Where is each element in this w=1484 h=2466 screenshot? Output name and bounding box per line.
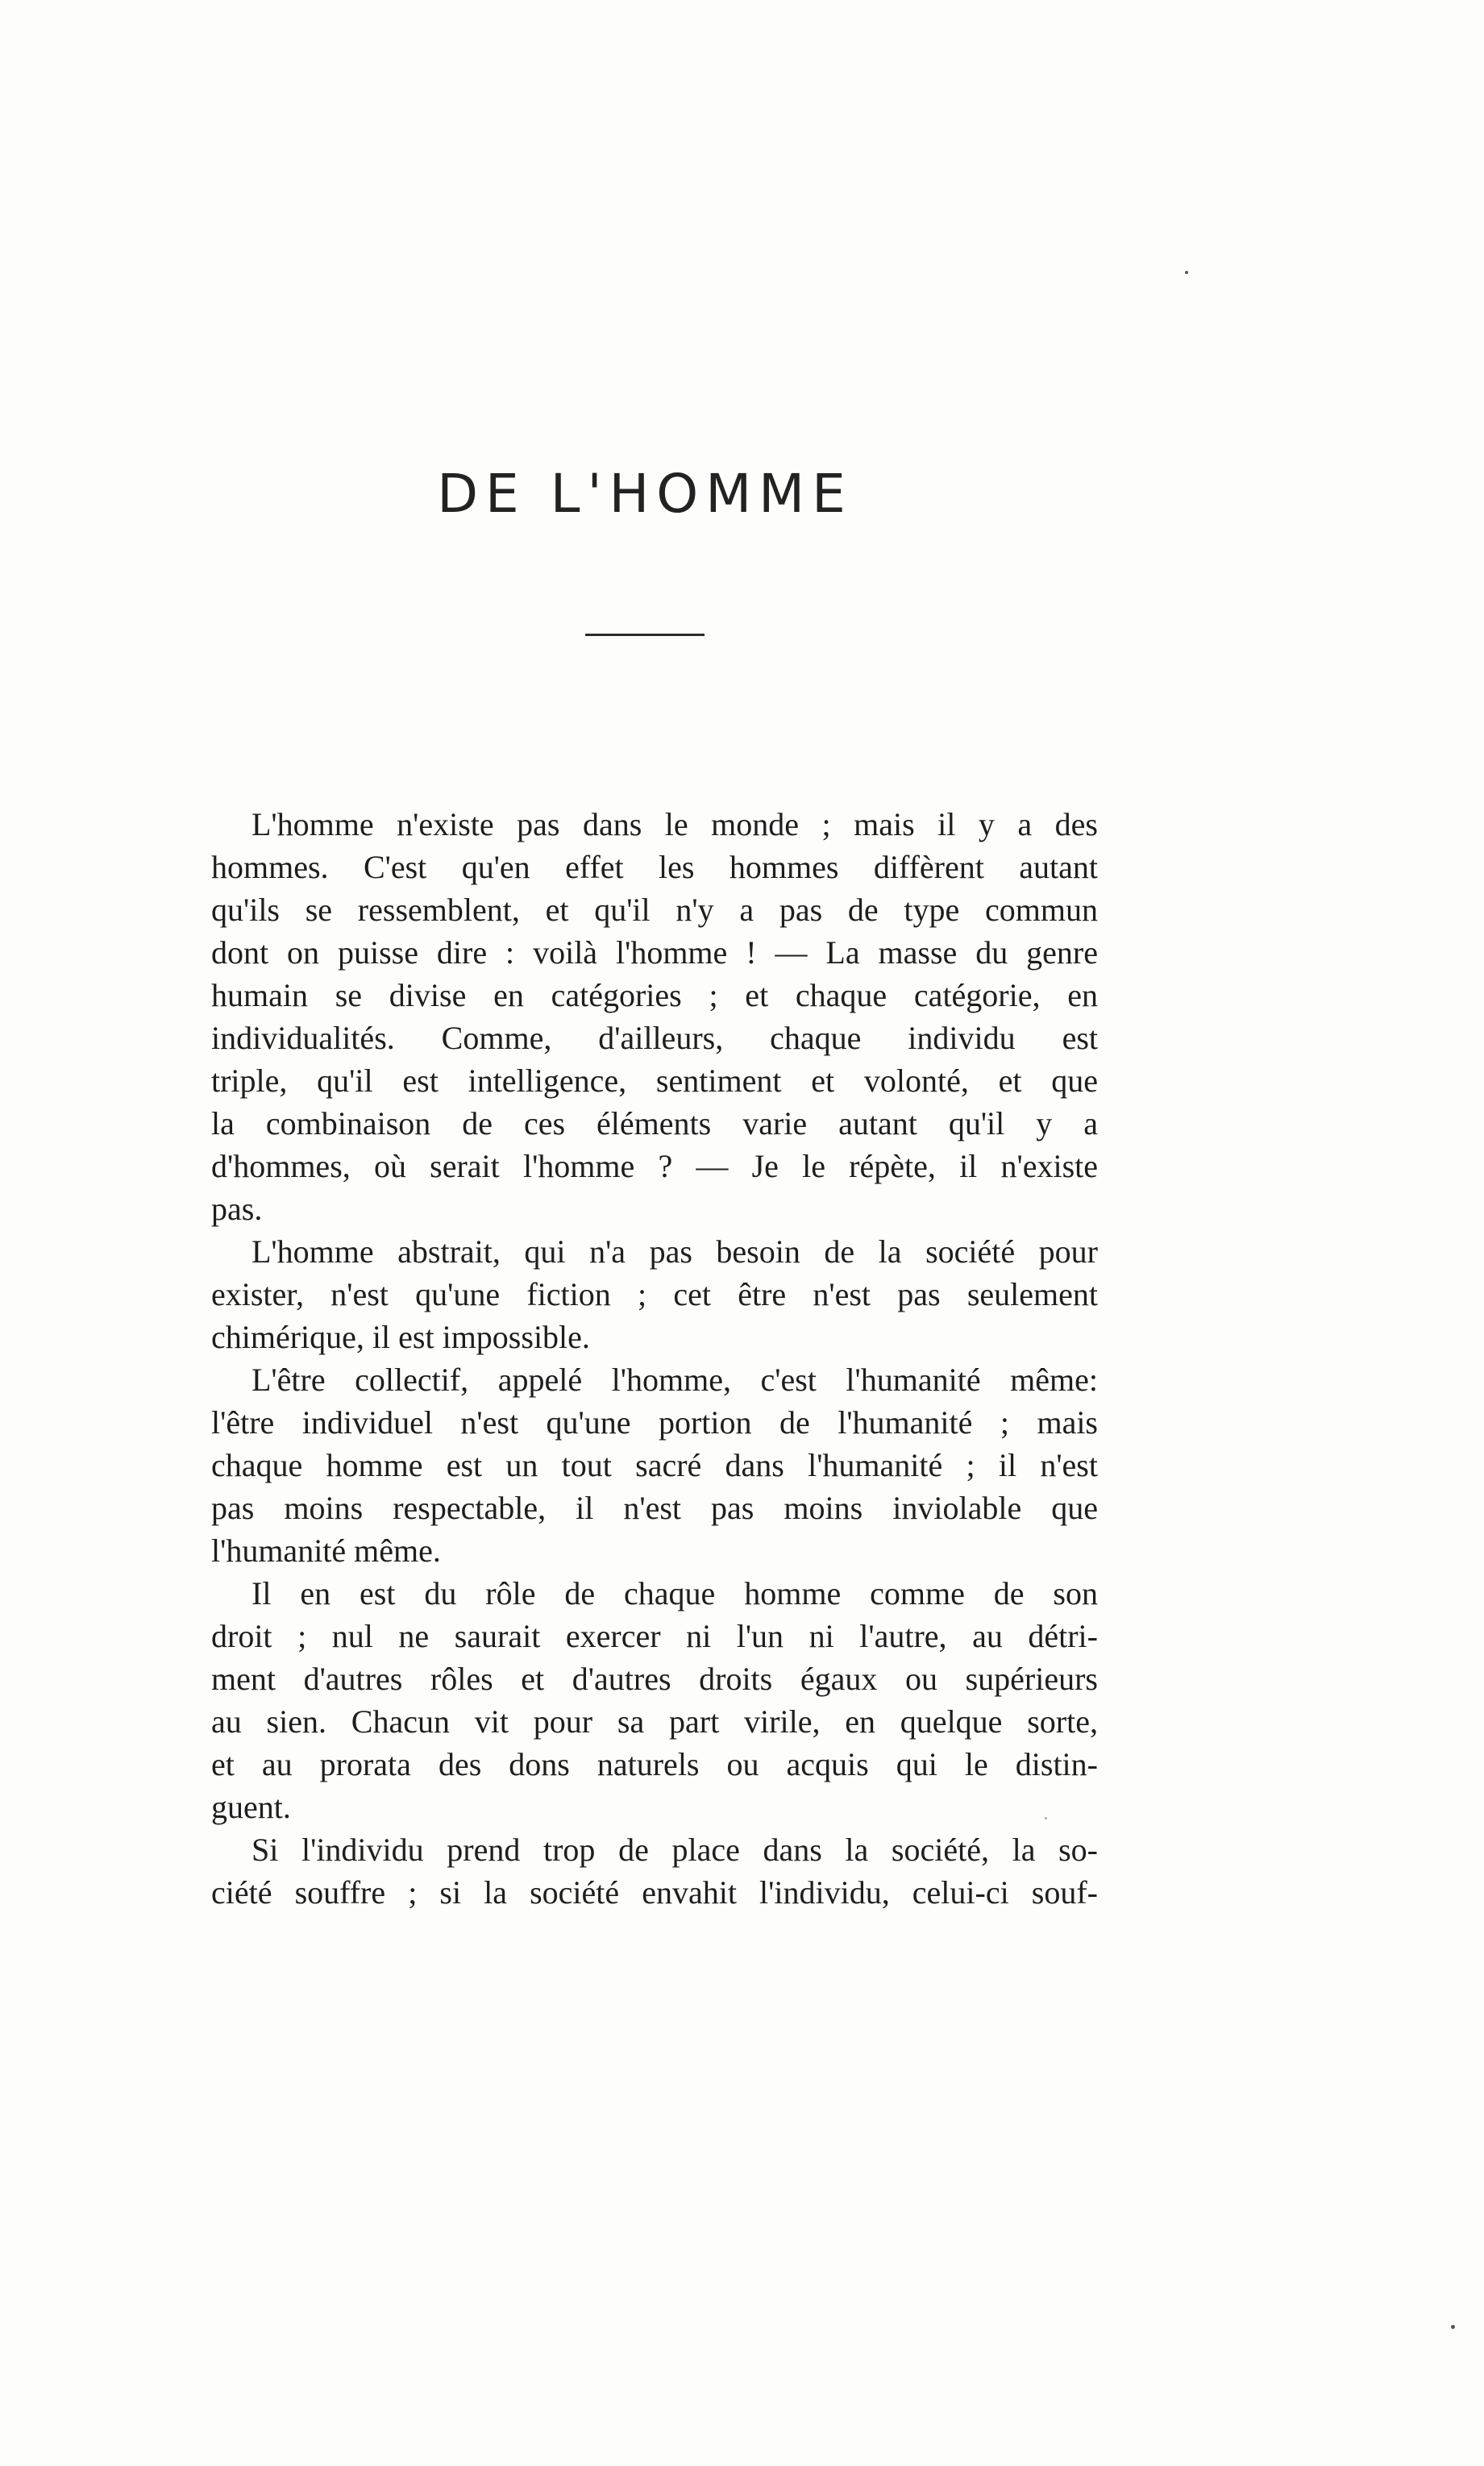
paragraph — [211, 1572, 1098, 1828]
text-line: pas. — [211, 1191, 263, 1227]
text-line: chaque homme est un tout sacré dans l'humanité ; il n'est — [211, 1447, 1098, 1483]
paper-speck — [1451, 2325, 1455, 2329]
text-line: Si l'individu prend trop de place dans la société, la so- — [251, 1832, 1098, 1868]
text-line: Il en est du rôle de chaque homme comme de son — [251, 1575, 1098, 1611]
text-line: d'hommes, où serait l'homme ? — Je le répète, il n'existe — [211, 1148, 1098, 1184]
text-line: et au prorata des dons naturels ou acquis qui le distin- — [211, 1746, 1098, 1782]
text-line: exister, n'est qu'une fiction ; cet être n'est pas seulement — [211, 1276, 1098, 1312]
title-rule — [585, 634, 705, 636]
text-line: dont on puisse dire : voilà l'homme ! — La masse du genre — [211, 934, 1098, 971]
text-line: ment d'autres rôles et d'autres droits égaux ou supérieurs — [211, 1661, 1098, 1697]
text-line: L'homme n'existe pas dans le monde ; mais il y a des — [251, 806, 1098, 842]
paragraph — [211, 1230, 1098, 1358]
paper-speck — [1045, 1817, 1047, 1819]
text-line: la combinaison de ces éléments varie autant qu'il y a — [211, 1105, 1098, 1142]
text-line: hommes. C'est qu'en effet les hommes diffèrent autant — [211, 849, 1098, 885]
paragraph — [211, 803, 1098, 1230]
text-line: au sien. Chacun vit pour sa part virile, en quelque sorte, — [211, 1703, 1098, 1740]
text-line: humain se divise en catégories ; et chaque catégorie, en — [211, 977, 1098, 1013]
paragraph — [211, 1828, 1098, 1914]
chapter-title: DE L'HOMME — [437, 463, 853, 525]
text-line: L'être collectif, appelé l'homme, c'est l'humanité même: — [251, 1362, 1098, 1398]
body-text — [211, 803, 1098, 1914]
text-line: chimérique, il est impossible. — [211, 1319, 590, 1355]
text-line: droit ; nul ne saurait exercer ni l'un ni l'autre, au détri- — [211, 1618, 1098, 1654]
text-line: L'homme abstrait, qui n'a pas besoin de la société pour — [251, 1233, 1098, 1270]
text-line: individualités. Comme, d'ailleurs, chaque individu est — [211, 1020, 1098, 1056]
text-line: l'être individuel n'est qu'une portion de l'humanité ; mais — [211, 1404, 1098, 1441]
text-line: triple, qu'il est intelligence, sentiment et volonté, et que — [211, 1063, 1098, 1099]
text-line: qu'ils se ressemblent, et qu'il n'y a pas de type commun — [211, 892, 1098, 928]
text-line: l'humanité même. — [211, 1532, 441, 1569]
paragraph — [211, 1358, 1098, 1572]
paper-speck — [1185, 271, 1188, 274]
text-line: guent. — [211, 1789, 291, 1825]
text-line: ciété souffre ; si la société envahit l'individu, celui-ci souf- — [211, 1874, 1098, 1911]
text-line: pas moins respectable, il n'est pas moins inviolable que — [211, 1490, 1098, 1526]
